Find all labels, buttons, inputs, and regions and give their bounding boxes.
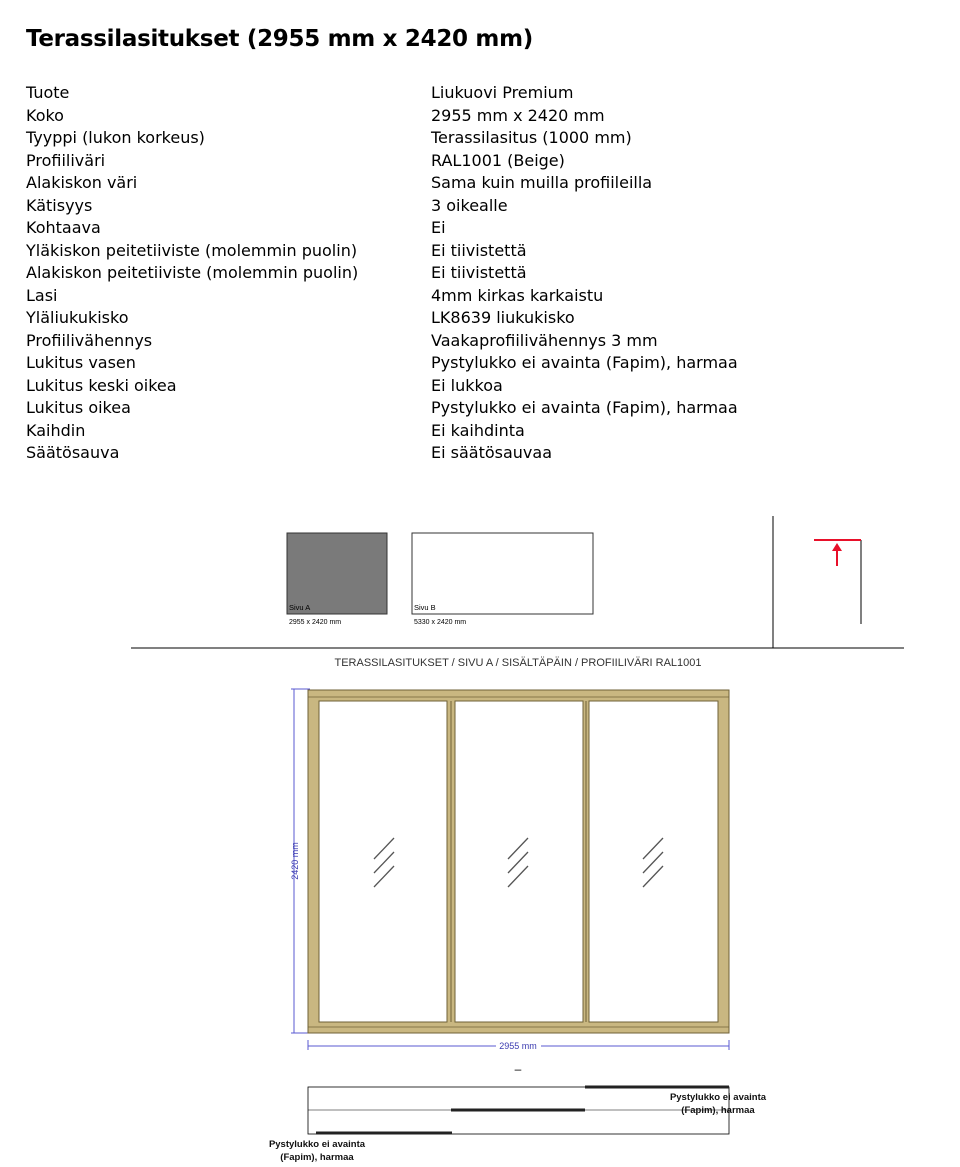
spec-label: Yläkiskon peitetiiviste (molemmin puolin) [26, 240, 358, 260]
page-title: Terassilasitukset (2955 mm x 2420 mm) [26, 26, 533, 52]
spec-value: 2955 mm x 2420 mm [431, 105, 605, 125]
spec-value: Vaakaprofiilivähennys 3 mm [431, 330, 658, 350]
side-a-size: 2955 x 2420 mm [289, 619, 342, 626]
spec-value: LK8639 liukukisko [431, 308, 575, 327]
spec-value: Ei tiivistettä [431, 240, 527, 260]
spec-label: Lukitus keski oikea [26, 375, 177, 395]
spec-value: Ei lukkoa [431, 375, 503, 395]
view-arrow-head-icon [832, 543, 842, 551]
lock-left-label: (Fapim), harmaa [280, 1152, 354, 1163]
width-dimension-label: 2955 mm [499, 1041, 537, 1051]
spec-label: Koko [26, 105, 64, 125]
spec-label: Kohtaava [26, 218, 101, 237]
side-b-thumbnail[interactable] [412, 533, 593, 614]
spec-value: Pystylukko ei avainta (Fapim), harmaa [431, 353, 738, 372]
spec-label: Profiiliväri [26, 150, 106, 170]
height-dimension-label: 2420 mm [290, 842, 300, 880]
spec-value: RAL1001 (Beige) [431, 150, 565, 170]
spec-label: Lasi [26, 285, 58, 305]
spec-label: Yläliukukisko [26, 308, 129, 327]
spec-label: Kaihdin [26, 420, 86, 440]
spec-label: Lukitus oikea [26, 398, 131, 417]
spec-label: Tyyppi (lukon korkeus) [26, 128, 205, 147]
spec-label: Lukitus vasen [26, 353, 136, 372]
spec-value: Ei tiivistettä [431, 263, 527, 282]
side-a-label: Sivu A [289, 603, 311, 612]
spec-value: 4mm kirkas karkaistu [431, 285, 604, 305]
section-dash: – [514, 1062, 522, 1076]
spec-label: Alakiskon väri [26, 173, 138, 192]
spec-value: Pystylukko ei avainta (Fapim), harmaa [431, 398, 738, 417]
side-b-size: 5330 x 2420 mm [414, 619, 467, 626]
drawing-caption: TERASSILASITUKSET / SIVU A / SISÄLTÄPÄIN / PROFIILIVÄRI RAL1001 [334, 657, 702, 669]
spec-label: Alakiskon peitetiiviste (molemmin puolin) [26, 263, 359, 282]
spec-value: 3 oikealle [431, 195, 508, 215]
spec-value: Liukuovi Premium [431, 83, 574, 102]
lock-right-label: Pystylukko ei avainta [669, 1092, 767, 1103]
lock-left-label: Pystylukko ei avainta [268, 1139, 366, 1150]
spec-label: Profiilivähennys [26, 330, 153, 350]
spec-value: Ei [431, 218, 446, 237]
pane-left[interactable] [319, 701, 447, 1022]
lock-right-label: (Fapim), harmaa [681, 1105, 755, 1116]
spec-label: Kätisyys [26, 195, 93, 215]
side-b-label: Sivu B [414, 603, 436, 612]
side-a-thumbnail[interactable] [287, 533, 387, 614]
spec-value: Sama kuin muilla profiileilla [431, 173, 653, 192]
spec-value: Ei kaihdinta [431, 420, 525, 440]
spec-label: Säätösauva [26, 443, 120, 462]
spec-label: Tuote [26, 83, 70, 102]
spec-value: Terassilasitus (1000 mm) [431, 128, 632, 147]
spec-value: Ei säätösauvaa [431, 443, 553, 462]
